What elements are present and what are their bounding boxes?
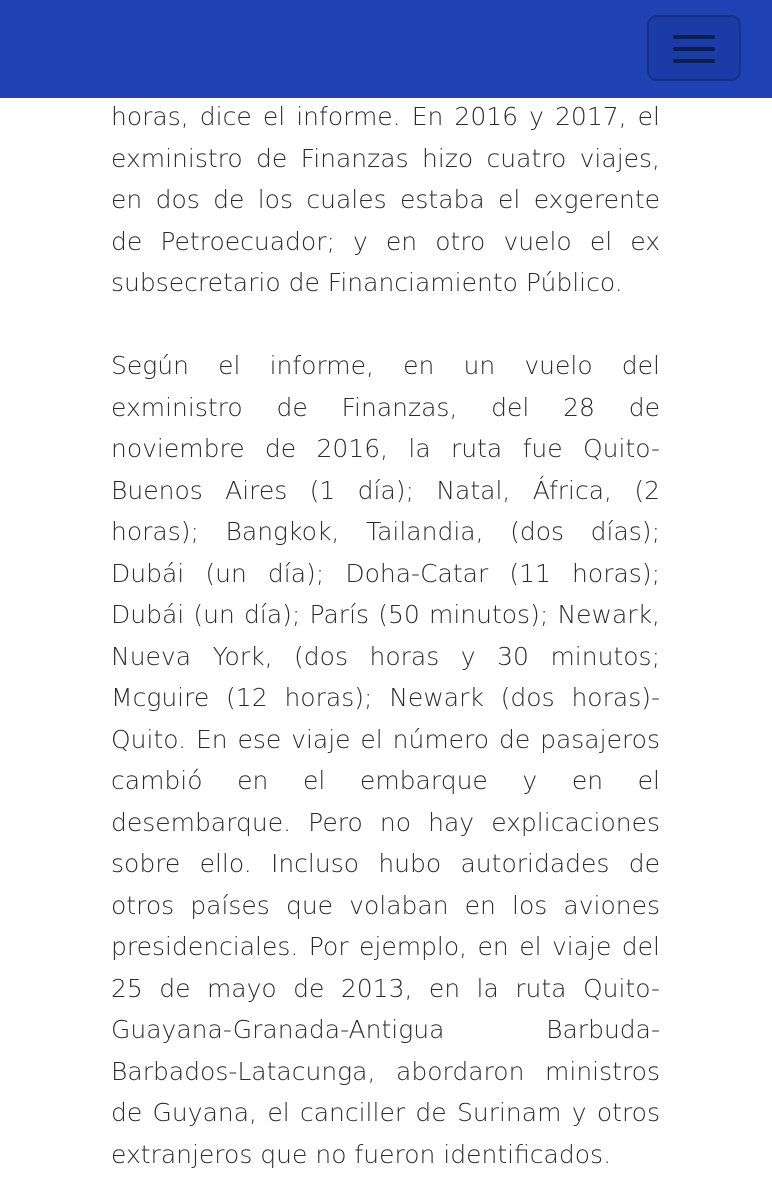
menu-toggle-button[interactable] <box>647 15 741 81</box>
top-navbar <box>0 0 772 98</box>
hamburger-menu-icon <box>673 35 715 63</box>
article-paragraph-1: horas, dice el informe. En 2016 y 2017, el exministro de Finanzas hizo cuatro viajes, en dos de los cuales estaba el exgerente de Petroecuador; y en otro vuelo el ex subsecretario de Financiamiento Público. <box>111 102 660 297</box>
article-paragraph-2: Según el informe, en un vuelo del exministro de Finanzas, del 28 de noviembre de 2016, la ruta fue Quito-Buenos Aires (1 día); Natal, África, (2 horas); Bangkok, Tailandia, (dos días); Dubái (un día); Doha-Catar (11 horas); Dubái (un día); París (50 minutos); Newark, Nueva York, (dos horas y 30 minutos; Mcguire (12 horas); Newark (dos horas)-Quito. En ese viaje el número de pasajeros cambió en el embarque y en el desembarque. Pero no hay explicaciones sobre ello. Incluso hubo autoridades de otros países que volaban en los aviones presidenciales. Por ejemplo, en el viaje del 25 de mayo de 2013, en la ruta Quito-Guayana-Granada-Antigua Barbuda-Barbados-Latacunga, abordaron ministros de Guyana, el canciller de Surinam y otros extranjeros que no fueron identificados. <box>111 351 660 1169</box>
article-body <box>111 96 660 1175</box>
